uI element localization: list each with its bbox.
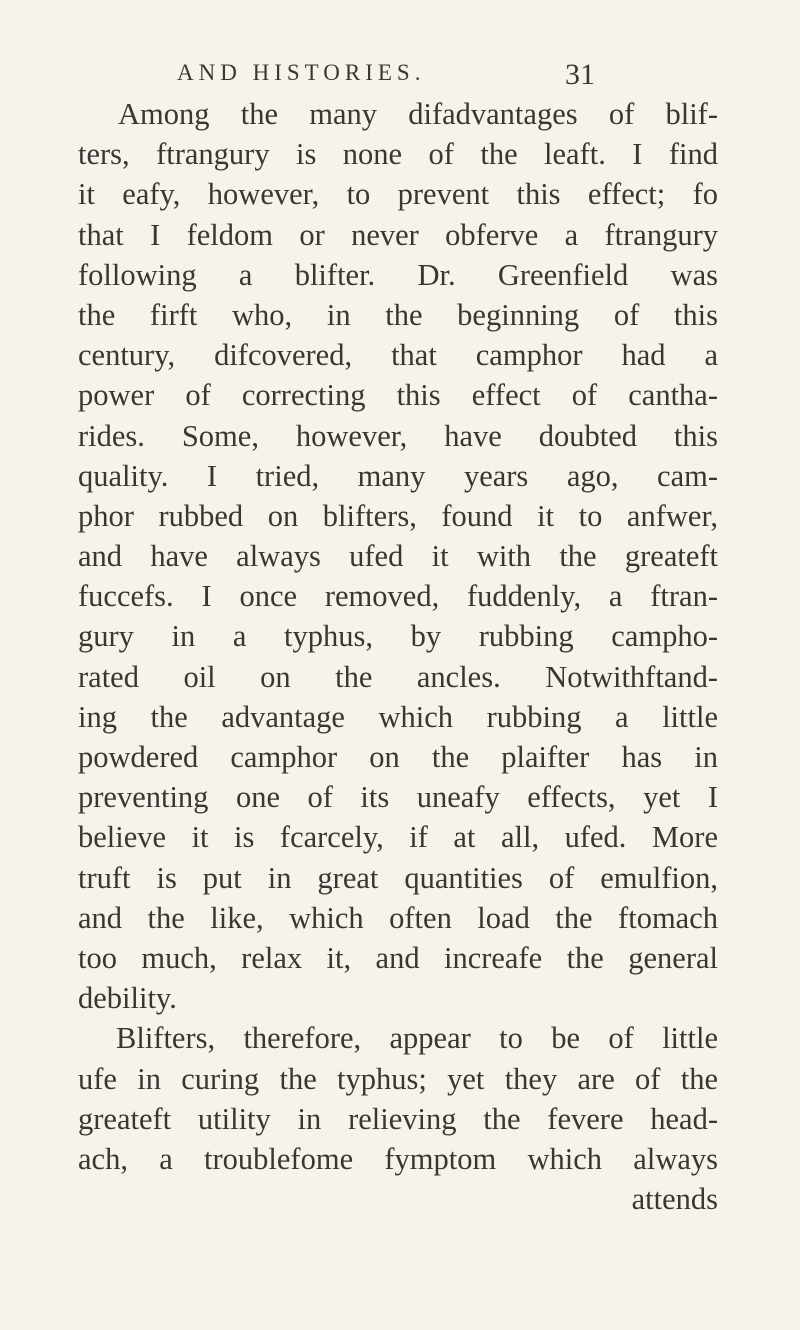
text-line: debility. (78, 981, 177, 1016)
text-line: believe it is fcarcely, if at all, ufed. More (78, 820, 718, 855)
text-line: quality. I tried, many years ago, cam- (78, 458, 718, 493)
body-text (78, 94, 718, 1219)
text-line: and the like, which often load the ftomach (78, 900, 718, 935)
text-line: ufe in curing the typhus; yet they are of the (78, 1061, 718, 1096)
text-line: that I feldom or never obferve a ftrangury (78, 217, 718, 252)
text-line: truft is put in great quantities of emulfion, (78, 860, 718, 895)
text-line: too much, relax it, and increafe the general (78, 940, 718, 975)
catchword: attends (631, 1182, 718, 1217)
text-line: power of correcting this effect of cantha- (78, 378, 718, 413)
text-line: phor rubbed on blifters, found it to anfwer, (78, 498, 718, 533)
text-line: century, difcovered, that camphor had a (78, 338, 718, 373)
text-line: the firft who, in the beginning of this (78, 297, 718, 332)
text-line: Among the many difadvantages of blif- (118, 97, 718, 131)
text-line: it eafy, however, to prevent this effect; fo (78, 177, 718, 212)
text-line: rides. Some, however, have doubted this (78, 418, 718, 453)
text-line: rated oil on the ancles. Notwithftand- (78, 659, 718, 694)
page-number: 31 (565, 58, 595, 91)
text-line: ters, ftrangury is none of the leaft. I find (78, 137, 718, 172)
text-line: greateft utility in relieving the fevere head- (78, 1101, 718, 1136)
text-line: powdered camphor on the plaifter has in (78, 740, 718, 774)
text-line: following a blifter. Dr. Greenfield was (78, 257, 718, 292)
text-line: and have always ufed it with the greateft (78, 539, 718, 574)
text-line: preventing one of its uneafy effects, yet I (78, 780, 718, 815)
text-line: gury in a typhus, by rubbing campho- (78, 619, 718, 654)
text-line: fuccefs. I once removed, fuddenly, a ftran- (78, 579, 718, 614)
text-line: ach, a troublefome fymptom which always (78, 1141, 718, 1176)
running-head: AND HISTORIES. (177, 60, 426, 85)
text-line: Blifters, therefore, appear to be of little (116, 1021, 718, 1056)
text-line: ing the advantage which rubbing a little (78, 699, 718, 734)
